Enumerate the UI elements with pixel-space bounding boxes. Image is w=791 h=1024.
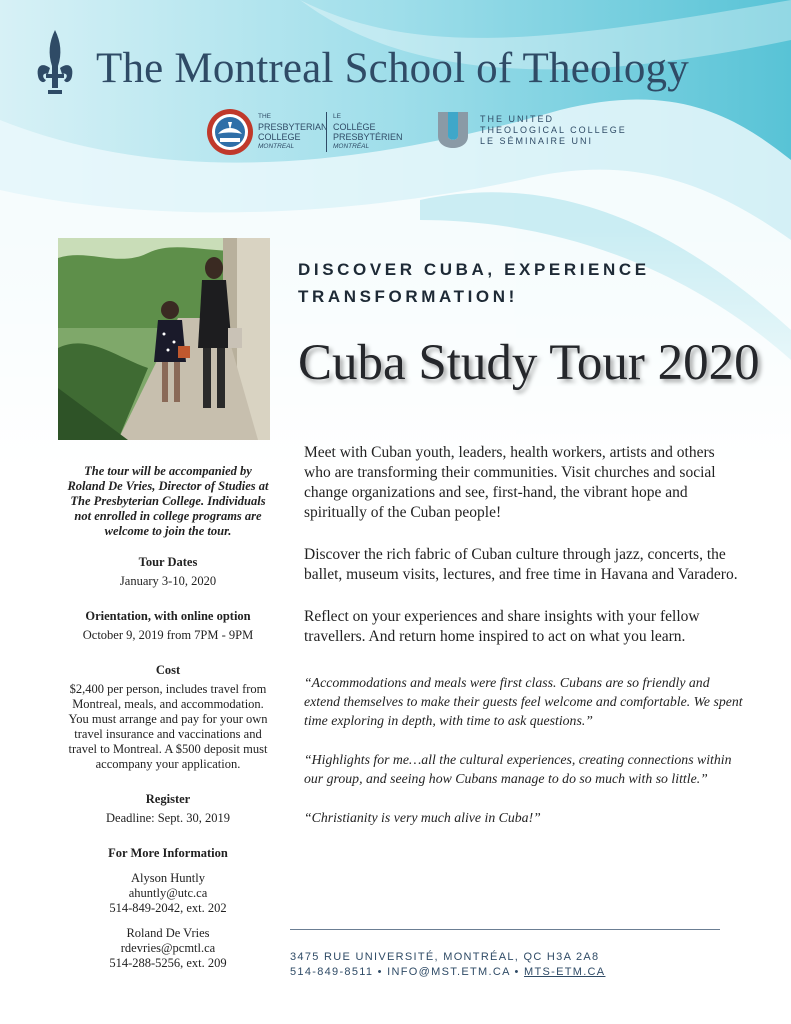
contact-phone: 514-849-2042, ext. 202 <box>109 901 227 915</box>
footer-divider <box>290 929 720 930</box>
cost-section <box>58 663 278 772</box>
testimonials <box>304 673 744 847</box>
orientation-text: October 9, 2019 from 7PM - 9PM <box>82 628 254 642</box>
contact-card <box>58 871 278 916</box>
testimonial-quote: “Accommodations and meals were first class. Cubans are so friendly and extend themselves to make their guests feel welcome and comfortable. We spent time exploring in depth, with time to ask questions.” <box>304 675 743 728</box>
footer-address: 3475 RUE UNIVERSITÉ, MONTRÉAL, QC H3A 2A8 <box>290 951 600 963</box>
tour-intro: The tour will be accompanied by Roland De Vries, Director of Studies at The Presbyterian College. Individuals not enrolled in college programs are welcome to join the tour. <box>67 464 269 538</box>
presbyterian-college-seal-icon <box>206 108 254 156</box>
more-info-section <box>58 846 278 971</box>
contact-email[interactable]: ahuntly@utc.ca <box>128 886 208 900</box>
body-paragraph: Reflect on your experiences and share insights with your fellow travellers. And return home inspired to act on what you learn. <box>304 608 700 645</box>
school-title: The Montreal School of Theology <box>96 45 689 92</box>
register-section <box>58 792 278 826</box>
footer-separator: • <box>377 966 383 978</box>
orientation-heading: Orientation, with online option <box>85 609 251 623</box>
body-paragraph: Meet with Cuban youth, leaders, health workers, artists and others who are transforming their communities. Visit churches and social change organizations and see, first-hand, the vibrant hope and spiritually of the Cuban people! <box>304 444 716 521</box>
united-theological-college-text: THE UNITED THEOLOGICAL COLLEGE LE SÉMINAIRE UNI <box>480 114 627 146</box>
fleur-de-lis-logo <box>34 28 76 98</box>
united-theological-college-logo-icon <box>436 110 470 150</box>
page-title: Cuba Study Tour 2020 <box>298 335 760 391</box>
footer-contact-line <box>290 965 605 980</box>
footer-separator: • <box>514 966 520 978</box>
footer <box>290 950 605 980</box>
testimonial-quote: “Christianity is very much alive in Cuba!” <box>304 810 541 825</box>
contact-name: Roland De Vries <box>126 926 210 940</box>
tour-dates-text: January 3-10, 2020 <box>119 574 217 588</box>
cost-text: $2,400 per person, includes travel from Montreal, meals, and accommodation. You must arrange and pay for your own travel insurance and vaccinations and travel to Montreal. A $500 deposit must accompany your application. <box>68 682 268 771</box>
testimonial-quote: “Highlights for me…all the cultural experiences, creating connections within our group, and seeing how Cubans manage to do so much with so little.” <box>304 752 732 786</box>
contact-email[interactable]: rdevries@pcmtl.ca <box>120 941 216 955</box>
footer-email[interactable]: INFO@MST.ETM.CA <box>387 966 511 978</box>
more-info-heading: For More Information <box>108 846 228 860</box>
tagline: DISCOVER CUBA, EXPERIENCE TRANSFORMATION! <box>298 260 650 306</box>
tour-dates-section <box>58 555 278 589</box>
presbyterian-college-fr: LE COLLÈGE PRESBYTÉRIEN MONTRÉAL <box>326 112 403 152</box>
presbyterian-college-en: THE PRESBYTERIAN COLLEGE MONTREAL <box>258 113 328 150</box>
street-photo-mother-and-child <box>58 238 270 440</box>
footer-website-link[interactable]: MTS-ETM.CA <box>524 966 606 978</box>
header <box>0 0 791 170</box>
contact-card <box>58 926 278 971</box>
contact-phone: 514-288-5256, ext. 209 <box>109 956 227 970</box>
tour-dates-heading: Tour Dates <box>138 555 198 569</box>
cost-heading: Cost <box>155 663 181 677</box>
body-paragraph: Discover the rich fabric of Cuban culture through jazz, concerts, the ballet, museum visits, lectures, and free time in Havana and Varadero. <box>304 546 738 583</box>
sidebar <box>58 464 278 981</box>
body-text <box>304 443 744 669</box>
contact-name: Alyson Huntly <box>131 871 205 885</box>
register-heading: Register <box>145 792 191 806</box>
orientation-section <box>58 609 278 643</box>
register-text: Deadline: Sept. 30, 2019 <box>106 811 230 825</box>
footer-phone: 514-849-8511 <box>290 966 374 978</box>
